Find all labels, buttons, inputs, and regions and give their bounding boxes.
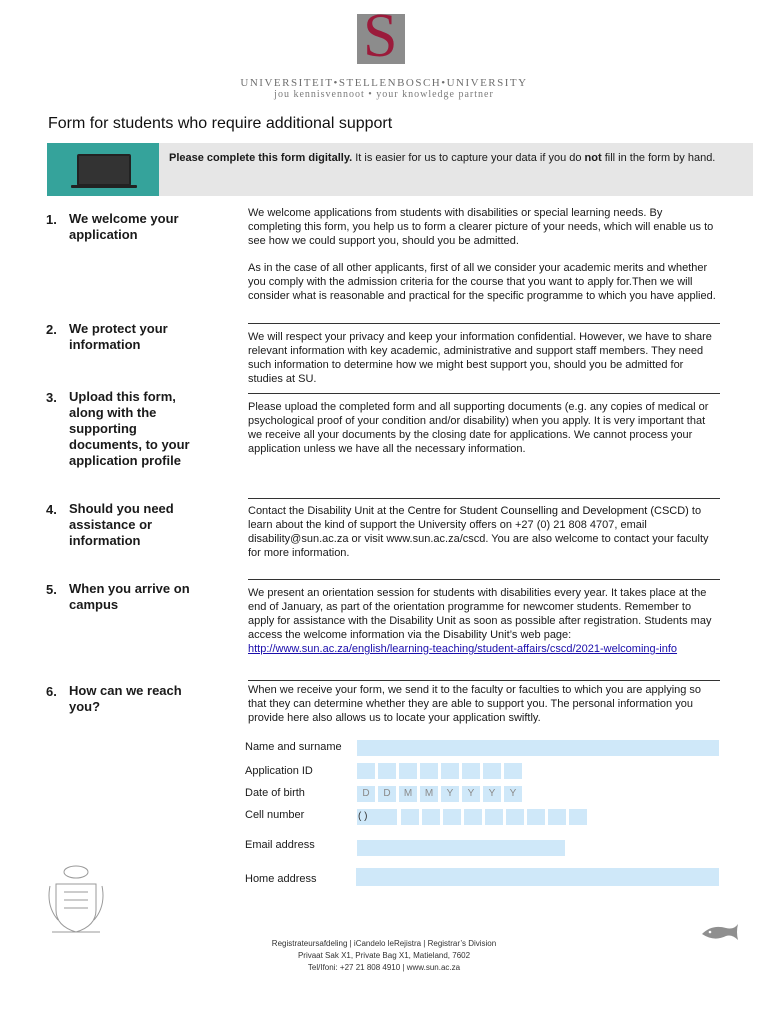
name-input[interactable] (357, 740, 719, 756)
section-number: 3. (46, 390, 57, 405)
section-number: 5. (46, 582, 57, 597)
email-input[interactable] (357, 840, 565, 856)
divider (248, 680, 720, 681)
university-logo: S (357, 14, 405, 64)
section-body: We welcome applications from students with disabilities or special learning needs. By completing this form, you help us to form a clearer picture of your needs, which will enable us to see how we could support you, should you be admitted. (248, 207, 714, 247)
section-number: 2. (46, 322, 57, 337)
section-heading: Should you need assistance or information (69, 501, 174, 548)
section-number: 1. (46, 212, 57, 227)
section-heading: When you arrive on campus (69, 581, 190, 612)
footer-line: Privaat Sak X1, Private Bag X1, Matieland, 7602 (297, 951, 471, 960)
section-body: We will respect your privacy and keep your information confidential. However, we have to share relevant information with key academic, administrative and support staff members. They need such information to determine how we might best support you, should you be admitted for studies at SU. (248, 331, 712, 385)
section-heading: We welcome your application (69, 211, 179, 242)
section-number: 6. (46, 684, 57, 699)
email-label: Email address (245, 839, 315, 851)
section-heading: We protect your information (69, 321, 168, 352)
footer-line: Tel/Ifoni: +27 21 808 4910 | www.sun.ac.za (307, 963, 461, 972)
divider (248, 498, 720, 499)
notice-text: Please complete this form digitally. It is easier for us to capture your data if you do not fill in the form by hand. (169, 152, 716, 164)
application-id-label: Application ID (245, 765, 313, 777)
form-title: Form for students who require additional support (48, 115, 393, 132)
dob-label: Date of birth (245, 787, 305, 799)
welcome-info-link[interactable]: http://www.sun.ac.za/english/learning-teaching/student-affairs/cscd/2021-welcoming-info (248, 643, 678, 655)
divider (248, 579, 720, 580)
cell-number-label: Cell number (245, 809, 305, 821)
footer-line: Registrateursafdeling | iCandelo leRejistra | Registrar’s Division (271, 939, 497, 948)
section-body: When we receive your form, we send it to the faculty or faculties to which you are applying so that they can determine whether they are able to support you. The personal information you provide here also allows us to locate your application swiftly. (248, 684, 702, 724)
notice-banner (47, 143, 753, 196)
section-body: Contact the Disability Unit at the Centre for Student Counselling and Development (CSCD) to learn about the kind of support the University offers on +27 (0) 21 808 4707, email disability@sun.ac.za or visit www.sun.ac.za/cscd. You are also welcome to contact your faculty for more information. (248, 505, 709, 559)
section-body: Please upload the completed form and all supporting documents (e.g. any copies of medical or psychological proof of your condition and/or disability) when you apply. It is very important that we receive all your documents by the closing date for applications. We cannot process your application unless we have all the necessary information. (248, 401, 709, 455)
section-heading: Upload this form, along with the supporting documents, to your application profile (69, 389, 190, 468)
laptop-icon (47, 143, 159, 196)
divider (248, 323, 720, 324)
section-number: 4. (46, 502, 57, 517)
section-body: As in the case of all other applicants, first of all we consider your academic merits and whether you comply with the admission criteria for the course that you want to apply for.Then we will consider what is reasonable and practical for the specific programme to which you have applied. (248, 262, 716, 302)
section-heading: How can we reach you? (69, 683, 182, 714)
address-label: Home address (245, 873, 317, 885)
name-label: Name and surname (245, 741, 342, 753)
section-body: We present an orientation session for students with disabilities every year. It takes place at the end of January, as part of the orientation programme for newcomer students. Remember to apply for assistance with the Disability Unit as soon as possible after registration. Students may access the welcome information via the Disability Unit’s web page: http://www.sun.ac.za/english/learning-teaching/student-affairs/cscd/2021-welcoming-info (248, 587, 712, 655)
university-name: UNIVERSITEIT•STELLENBOSCH•UNIVERSITY (240, 77, 528, 89)
application-id-input[interactable] (357, 763, 527, 779)
address-input[interactable] (356, 868, 719, 886)
divider (248, 393, 720, 394)
fish-logo-icon (700, 918, 740, 946)
dob-input[interactable]: D D M M Y Y Y Y (357, 786, 527, 802)
coat-of-arms-icon (46, 862, 106, 936)
cell-number-input[interactable]: ( ) (357, 809, 589, 825)
university-tagline: jou kennisvennoot • your knowledge partner (274, 89, 494, 100)
